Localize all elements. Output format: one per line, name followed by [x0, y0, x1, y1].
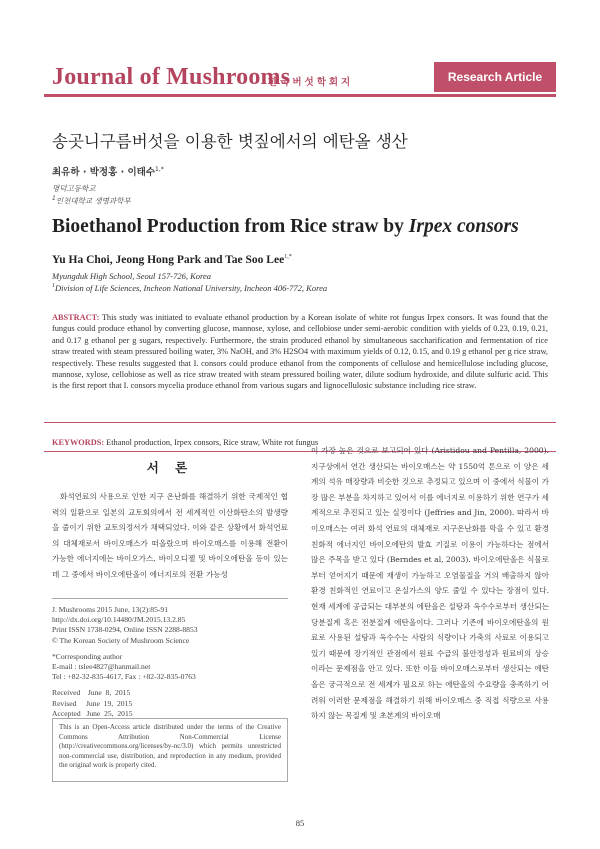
citation-line: J. Mushrooms 2015 June, 13(2):85-91 [52, 605, 169, 614]
body-left-column [52, 489, 288, 583]
english-affiliation-2 [52, 283, 327, 293]
issn-line: Print ISSN 1738-0294, Online ISSN 2288-8853 [52, 625, 198, 635]
korean-affiliation-2-text: 인천대학교 생명과학부 [55, 196, 131, 206]
korean-affiliation-2 [52, 195, 131, 207]
korean-affiliation-2-sup: 1 [52, 195, 56, 202]
korean-affiliation-1: 명덕고등학교 [52, 184, 96, 193]
section-title-introduction: 서 론 [146, 460, 194, 475]
body-paragraph: 화석연료의 사용으로 인한 지구 온난화를 해결하기 위한 국제적인 협력의 일환으로 일본의 교토회의에서 전 세계적인 이산화탄소의 발생량을 줄이기 위한 교토의정서가 채택되었다. 이와 같은 상황에서 화석연료의 대체재로서 바이오매스가 떠올랐으며 바이오매스를 이용해 전환이 가능한 에너지에는 바이오가스, 바이오디젤 및 바이오에탄올 등이 있는데 그 중에서 바이오에탄올이 에너지로의 전환 가능성 [52, 492, 288, 579]
corresponding-phone: Tel : +82-32-835-4617, Fax : +82-32-835-0763 [52, 672, 196, 682]
abstract-text: This study was initiated to evaluate ethanol production by a Korean isolate of white rot fungus Irpex consors. It was found that the fungus could produce ethanol by converting glucose, mannose, xylose, and cellobiose under semi-aerobic condition with yields of 0.23, 0.19, 0.21, and 0.17 g ethanol per g sugars, respectively. Furthermore, the strain produced ethanol by simultaneous saccharification and fermentation of rice straw treated with steam pressured boiling water, 3% NaOH, and 3% H2SO4 with maximum yields of 0.12, 0.15, and 0.19 g ethanol per g rice straw, respectively. These results suggested that I. consors could produce ethanol from the components of cellulose and hemicellulose including glucose, mannose, xylose, cellobiose as well as rice straw treated with steam pressured boiling water, dilute sodium hydroxide, and dilute sulfuric acid. This is the first report that I. consors mycelia produce ethanol from various sugars and lignocellulosic substance including rice straw. [52, 313, 548, 391]
corresponding-author-label: *Corresponding author [52, 651, 123, 661]
copyright-line: © The Korean Society of Mushroom Science [52, 635, 190, 645]
revised-date: Revised June 19, 2015 [52, 698, 133, 708]
abstract-label: ABSTRACT: [52, 313, 100, 322]
english-title-species: Irpex consors [408, 216, 519, 237]
korean-title: 송곳니구름버섯을 이용한 볏짚에서의 에탄올 생산 [52, 132, 408, 151]
abstract [52, 312, 548, 392]
header-divider [44, 94, 556, 97]
keywords-text: Ethanol production, Irpex consors, Rice straw, White rot fungus [104, 438, 319, 447]
body-paragraph: 이 가장 높은 것으로 보고되어 있다 (Aristidou and Pentilla, 2000). 지구상에서 연간 생산되는 바이오매스는 약 1550억 톤으로 이 양은 세계의 석유 매장량과 비슷한 것으로 추정되고 있으며 이 중에서 식물이 가장 많은 부분을 차지하고 있어서 이를 에너지로 이용하기 위한 연구가 세계적으로 추진되고 있는 실정이다 (Jeffries and Jin, 2000). 따라서 바이오매스는 여러 화석 연료의 대체재로 지구온난화를 막을 수 있고 환경 친화적 에너지인 바이오에탄의 발효 기질로 이용이 가능하다는 점에서 많은 주목을 받고 있다 (Berndes et al, 2003). 바이오에탄올은 식물로부터 얻어지기 때문에 재생이 가능하고 오염물질을 거의 배출하지 않아 환경 친화적인 연료이고 온실가스의 양도 줄일 수 있다는 장점이 있다. 현재 세계에 공급되는 대부분의 에탄올은 설탕과 옥수수로부터 생산되는 당분질계 혹은 전분질계 에탄올이다. 그러나 기존에 바이오에탄올의 원료로 사용된 설탕과 옥수수는 사람의 식량이나 가축의 사료로 이용되고 있기 때문에 장기적인 관점에서 원료 수급의 불안정성과 원료비의 상승이라는 문제점을 안고 있다. 또한 이들 바이오매스로부터 생산되는 에탄올은 궁극적으로 전 세계가 필요로 하는 에탄올의 수요량을 충족하기 어려워 이러한 문제점을 해결하기 위해 바이오매스 중 직접 식량으로 사용하지 않는 목질계 및 초본계의 바이오매 [311, 446, 549, 721]
article-info [52, 598, 288, 718]
keywords-top-divider [44, 422, 556, 423]
english-title-main: Bioethanol Production from Rice straw by [52, 216, 409, 237]
english-affiliation-2-sup: 1 [52, 283, 55, 290]
received-date: Received June 8, 2015 [52, 688, 131, 698]
journal-title: Journal of Mushrooms [52, 64, 291, 90]
korean-authors-names: 최유하 · 박정홍 · 이태수 [52, 167, 156, 178]
journal-korean-title: 한국버섯학회지 [268, 77, 354, 88]
korean-authors-sup: 1,* [155, 165, 164, 173]
english-affiliation-1: Myungduk High School, Seoul 157-726, Korea [52, 271, 212, 281]
english-authors [52, 254, 292, 266]
corresponding-email[interactable]: E-mail : tslee4827@hanmail.net [52, 662, 151, 672]
english-authors-sup: 1,* [284, 254, 292, 261]
journal-header [44, 62, 556, 94]
body-right-column [311, 443, 549, 724]
accepted-date: Accepted June 25, 2015 [52, 708, 133, 718]
doi-link[interactable]: http://dx.doi.org/10.14480/JM.2015.13.2.85 [52, 615, 186, 625]
keywords-label: KEYWORDS: [52, 438, 105, 447]
english-affiliation-2-text: Division of Life Sciences, Incheon National University, Incheon 406-772, Korea [55, 283, 328, 293]
article-type-badge: Research Article [434, 62, 556, 92]
open-access-notice: This is an Open-Access article distributed under the terms of the Creative Commons Attribution Non-Commercial License (http://creativecommons.org/licenses/by-nc/3.0) which permits unrestricted non-commercial use, distribution, and reproduction in any medium, provided the original work is properly cited. [52, 718, 288, 782]
english-title [52, 216, 519, 238]
korean-authors [52, 164, 164, 178]
page-number: 85 [295, 818, 305, 828]
english-authors-names: Yu Ha Choi, Jeong Hong Park and Tae Soo Lee [52, 254, 285, 266]
